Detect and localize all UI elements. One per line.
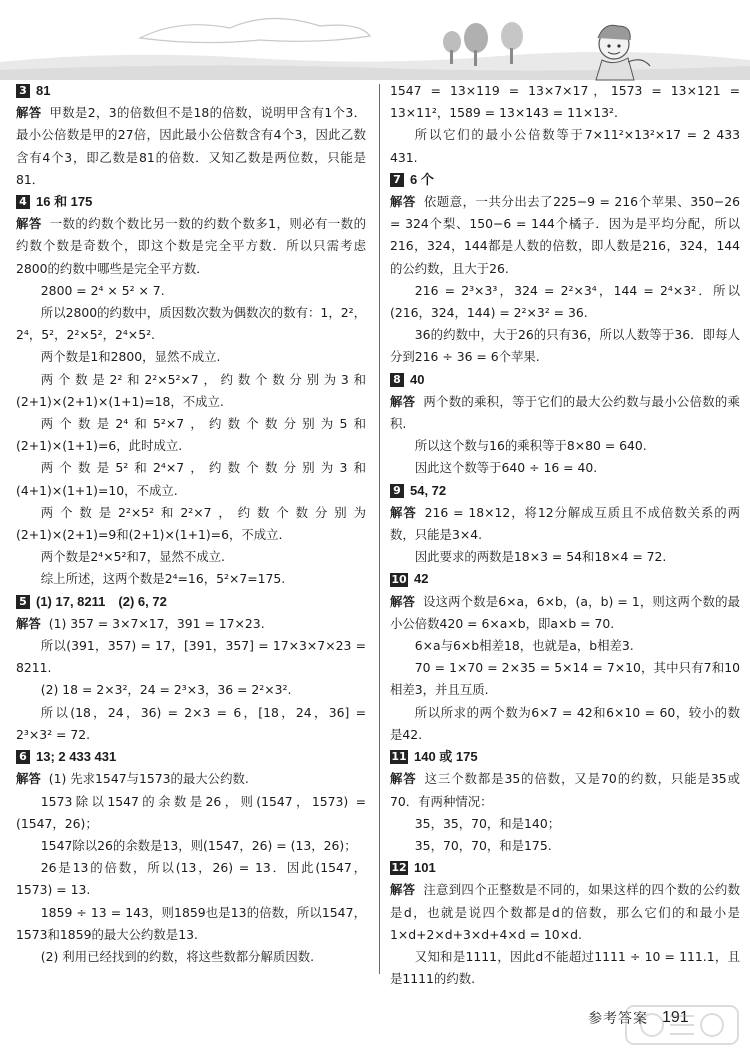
question-header: [390, 857, 740, 879]
indented-paragraph: 1573除以1547的余数是26，则(1547，1573) = (1547，26)；: [16, 793, 366, 831]
solution-label: 解答: [16, 771, 41, 787]
indented-paragraph: 1859 ÷ 13 = 143，则1859也是13的倍数，所以1547，1573和1859的最大公约数是13.: [16, 904, 366, 942]
question-header: [390, 169, 740, 191]
indented-paragraph: 6×a与6×b相差18，也就是a，b相差3.: [414, 638, 634, 654]
solution-text: 依题意，一共分出去了225−9 = 216个苹果、350−26 = 324个梨、150−6 = 144个橘子．因为是平均分配，所以216，324，144都是人数的倍数，即人数是216，324，144的公约数，且大于26.: [390, 194, 741, 276]
solution-paragraph: [390, 191, 740, 280]
question-header: [390, 480, 740, 502]
question-header: [390, 746, 740, 768]
solution-text: 这三个数都是35的倍数，又是70的约数，只能是35或70．有两种情况：: [390, 771, 740, 809]
answer-value: 42: [414, 571, 429, 587]
solution-paragraph: [390, 768, 740, 812]
indented-paragraph: 又知和是1111，因此d不能超过1111 ÷ 10 = 111.1，且是1111的约数.: [390, 948, 740, 987]
question-number-badge: 5: [16, 595, 30, 609]
indented-paragraph: 所以(391，357) = 17，[391，357] = 17×3×7×23 = 8211.: [16, 638, 366, 676]
indented-paragraph: 1547除以26的余数是13，则(1547，26) = (13，26)；: [40, 837, 357, 853]
question-number-badge: 10: [391, 572, 407, 586]
indented-paragraph: 35，35，70，和是140；: [414, 815, 561, 831]
indented-paragraph: 两个数是1和2800，显然不成立.: [40, 349, 221, 365]
answer-value: 16 和 175: [36, 194, 93, 210]
question-header: [16, 591, 366, 613]
indented-paragraph: (2) 18 = 2×3²，24 = 2³×3，36 = 2²×3².: [40, 682, 292, 698]
left-column: [16, 80, 366, 968]
indented-paragraph: 两个数是5²和2⁴×7，约数个数分别为3和(4+1)×(1+1)=10，不成立.: [16, 460, 366, 498]
header-illustration: [0, 0, 750, 90]
indented-paragraph: 所以(18，24，36) = 2×3 = 6，[18，24，36] = 2³×3² = 72.: [16, 704, 366, 742]
indented-paragraph: 两个数是2²×5²和2²×7，约数个数分别为(2+1)×(2+1)=9和(2+1)×(1+1)=6，不成立.: [16, 504, 366, 543]
question-number-badge: 3: [16, 84, 30, 98]
answer-value: (1) 17, 8211 (2) 6, 72: [36, 593, 167, 609]
indented-paragraph: 两个数是2²和2²×5²×7，约数个数分别为3和(2+1)×(2+1)×(1+1)=18，不成立.: [16, 371, 366, 409]
solution-paragraph: [16, 213, 366, 280]
solution-text: 注意到四个正整数是不同的，如果这样的四个数的公约数是d，也就是说四个数都是d的倍数，那么它们的和最小是1×d+2×d+3×d+4×d = 10×d.: [390, 882, 741, 942]
solution-text: (1) 357 = 3×7×17，391 = 17×23.: [48, 615, 265, 631]
solution-text: 216 = 18×12，将12分解成互质且不成倍数关系的两数，只能是3×4.: [390, 504, 741, 543]
solution-paragraph: [390, 391, 740, 435]
indented-paragraph: 综上所述，这两个数是2⁴=16，5²×7=175.: [40, 571, 286, 587]
solution-paragraph: [16, 613, 366, 635]
answer-value: 54, 72: [410, 482, 447, 498]
question-number-badge: 7: [390, 173, 404, 187]
solution-text: (1) 先求1547与1573的最大公约数.: [48, 771, 249, 787]
solution-label: 解答: [390, 194, 416, 210]
indented-paragraph: 两个数是2⁴和5²×7，约数个数分别为5和(2+1)×(1+1)=6，此时成立.: [16, 416, 366, 454]
question-number-badge: 6: [16, 750, 30, 764]
indented-paragraph: (2) 利用已经找到的约数，将这些数都分解质因数.: [40, 948, 315, 964]
footer-label: 参考答案: [588, 1011, 648, 1027]
question-header: [16, 746, 366, 768]
answer-value: 13; 2 433 431: [36, 749, 117, 765]
answer-value: 140 或 175: [414, 749, 478, 765]
indented-paragraph: 所以它们的最小公倍数等于7×11²×13²×17 = 2 433 431.: [390, 127, 740, 165]
indented-paragraph: 216 = 2³×3³，324 = 2²×3⁴，144 = 2⁴×3²．所以(216，324，144) = 2²×3² = 36.: [390, 282, 740, 321]
solution-paragraph: [16, 102, 366, 191]
indented-paragraph: 两个数是2⁴×5²和7，显然不成立.: [40, 549, 225, 565]
answer-value: 6 个: [410, 171, 434, 187]
page-number: 191: [662, 1009, 689, 1026]
answer-value: 40: [410, 371, 425, 387]
solution-label: 解答: [390, 393, 416, 409]
indented-paragraph: 36的约数中，大于26的只有36，所以人数等于36．即每人分到216 ÷ 36 = 6个苹果.: [390, 327, 740, 365]
solution-label: 解答: [390, 504, 417, 520]
indented-paragraph: 26是13的倍数，所以(13，26) = 13．因此(1547，1573) = 13.: [16, 860, 366, 898]
question-number-badge: 11: [391, 750, 407, 764]
question-header: [390, 568, 740, 590]
solution-label: 解答: [390, 882, 416, 898]
question-header: [16, 80, 366, 102]
question-number-badge: 4: [16, 195, 30, 209]
indented-paragraph: 2800 = 2⁴ × 5² × 7.: [40, 282, 165, 298]
indented-paragraph: 所以2800的约数中，质因数次数为偶数次的数有：1，2²，2⁴，5²，2²×5²，2⁴×5².: [16, 305, 366, 343]
solution-text: 甲数是2，3的倍数但不是18的倍数，说明甲含有1个3．最小公倍数是甲的27倍，因此最小公倍数含有4个3，因此乙数含有4个3，即乙数是81的倍数．又知乙数是两位数，只能是81．: [16, 105, 366, 187]
solution-label: 解答: [16, 216, 42, 232]
answer-value: 81: [36, 83, 51, 98]
column-divider: [379, 84, 380, 974]
solution-paragraph: [390, 502, 740, 546]
indented-paragraph: 所以所求的两个数为6×7 = 42和6×10 = 60，较小的数是42.: [390, 704, 740, 742]
indented-paragraph: 70 = 1×70 = 2×35 = 5×14 = 7×10，其中只有7和10相差3，并且互质.: [390, 660, 740, 698]
solution-text: 设这两个数是6×a，6×b，(a，b) = 1，则这两个数的最小公倍数420 = 6×a×b，即a×b = 70.: [390, 593, 740, 631]
indented-paragraph: 因此要求的两数是18×3 = 54和18×4 = 72.: [414, 549, 667, 565]
question-header: [16, 191, 366, 213]
solution-paragraph: [390, 879, 740, 946]
solution-label: 解答: [16, 615, 41, 631]
solution-label: 解答: [390, 593, 416, 609]
question-number-badge: 12: [391, 861, 407, 875]
solution-paragraph: [16, 768, 366, 790]
indented-paragraph: 因此这个数等于640 ÷ 16 = 40.: [414, 460, 598, 476]
solution-paragraph: [390, 591, 740, 635]
question-number-badge: 8: [390, 373, 404, 387]
solution-label: 解答: [390, 771, 417, 787]
solution-text: 两个数的乘积，等于它们的最大公约数与最小公倍数的乘积.: [390, 393, 741, 432]
question-number-badge: 9: [390, 484, 404, 498]
continued-paragraph: 1547 = 13×119 = 13×7×17，1573 = 13×121 = 13×11²，1589 = 13×143 = 11×13².: [390, 83, 740, 121]
page-footer: [588, 1008, 689, 1028]
solution-label: 解答: [16, 105, 42, 121]
answer-value: 101: [414, 860, 436, 876]
solution-text: 一数的约数个数比另一数的约数个数多1，则必有一数的约数个数是奇数个，即这个数是完全平方数．所以只需考虑2800的约数中哪些是完全平方数．: [16, 216, 366, 276]
indented-paragraph: 35，70，70，和是175.: [414, 837, 552, 853]
indented-paragraph: 所以这个数与16的乘积等于8×80 = 640.: [414, 438, 647, 454]
right-column: [390, 80, 740, 990]
question-header: [390, 369, 740, 391]
